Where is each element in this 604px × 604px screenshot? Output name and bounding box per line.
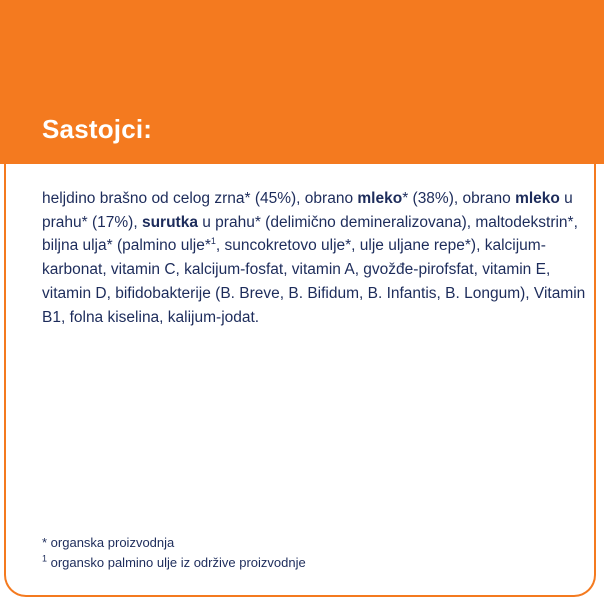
- footnote-palm-oil-text: organsko palmino ulje iz održive proizvodnje: [47, 555, 306, 570]
- ingredients-segment: * (38%), obrano: [402, 190, 516, 207]
- ingredients-segment: u prahu* (delimično demineralizovana), maltodekstrin*, biljna ulja* (palmino ulje*: [42, 213, 578, 255]
- ingredients-segment: , suncokretovo ulje*, ulje uljane repe*), kalcijum-karbonat, vitamin C, kalcijum-fosfat, vitamin A, gvožđe-pirofsfat, vitamin E, vitamin D, bifidobakterije (B. Breve, B. Bifidum, B. Infantis, B. Longum), Vitamin B1, folna kiselina, kalijum-jodat.: [42, 237, 586, 326]
- footnote-organic-text: * organska proizvodnja: [42, 535, 175, 550]
- allergen-whey: surutka: [141, 213, 198, 231]
- footnote-palm-oil: [42, 553, 587, 573]
- header-title: Sastojci:: [42, 114, 153, 144]
- footnote-organic: [42, 533, 587, 553]
- footnote-marker: 1: [42, 553, 48, 564]
- ingredients-segment: heljdino brašno od celog zrna* (45%), obrano: [42, 190, 358, 207]
- ingredients-segment: u prahu* (17%),: [42, 190, 573, 231]
- footnotes: [42, 533, 587, 573]
- footnote-marker: 1: [210, 236, 216, 247]
- header-band: [0, 0, 604, 164]
- ingredients-text: [42, 187, 587, 329]
- allergen-milk: mleko: [515, 190, 560, 207]
- allergen-milk: mleko: [357, 190, 403, 207]
